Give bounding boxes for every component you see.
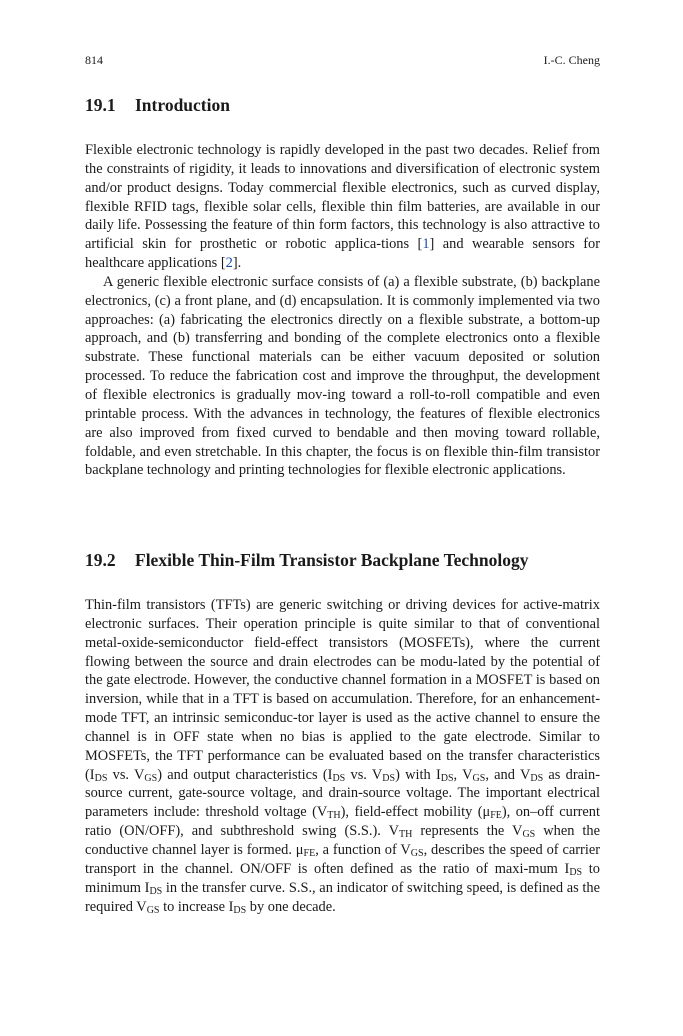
running-author: I.-C. Cheng bbox=[543, 53, 600, 67]
citation-link-1[interactable]: 1 bbox=[422, 236, 430, 253]
section-heading-introduction bbox=[85, 94, 600, 116]
section-title: Introduction bbox=[135, 95, 230, 115]
section-title: Flexible Thin-Film Transistor Backplane Technology bbox=[135, 550, 529, 570]
running-head bbox=[85, 52, 600, 68]
section-number: 19.1 bbox=[85, 95, 116, 115]
section-heading-tft-backplane bbox=[85, 549, 600, 571]
paragraph: A generic flexible electronic surface consists of (a) a flexible substrate, (b) backplane electronics, (c) a front plane, and (d) encapsulation. It is commonly implemented via two approaches: (a) fabricating the electronics directly on a flexible substrate, a bottom-up approach, and (b) transferring and bonding of the complete electronics onto a flexible substrate. These functional materials can be either vacuum deposited or solution processed. To reduce the fabrication cost and improve the throughput, the development of flexible electronics is gradually mov-ing toward a roll-to-roll compatible and even printable process. With the advances in technology, the features of flexible electronics are also improved from fixed curved to bendable and then moving toward rollable, foldable, and even stretchable. In this chapter, the focus is on flexible thin-film transistor backplane technology and printing technologies for flexible electronic applications. bbox=[85, 273, 600, 479]
section-body-tft-backplane bbox=[85, 596, 600, 916]
citation-link-2[interactable]: 2 bbox=[225, 255, 233, 272]
page bbox=[85, 52, 601, 916]
paragraph: Thin-film transistors (TFTs) are generic switching or driving devices for active-matrix electronic surfaces. Their operation principle is quite similar to that of conventional metal-oxide-semiconductor field-effect transistors (MOSFETs), where the current flowing between the source and drain electrodes can be modu-lated by the potential of the gate electrode. However, the conductive channel formation in a MOSFET is based on inversion, while that in a TFT is based on accumulation. Therefore, for an enhancement-mode TFT, an intrinsic semiconduc-tor layer is used as the active channel to ensure the channel is in OFF state when no bias is applied to the gate electrode. Similar to MOSFETs, the TFT performance can be evaluated based on the transfer characteristics ($I_{DS}$ vs. $V_{GS}$) and output characteristics ($I_{DS}$ vs. $V_{DS}$) with $I_{DS}$, $V_{GS}$, and $V_{DS}$ as drain-source current, gate-source voltage, and drain-source voltage. The important electrical parameters include: threshold voltage $(V_{TH})$, field-effect mobility $(\mu_{FE})$, on–off current ratio (ON/OFF), and subthreshold swing (S.S.). $V_{TH}$ represents the $V_{GS}$ when the conductive channel layer is formed. $\mu_{FE}$, a function of $V_{GS}$, describes the speed of carrier transport in the channel. ON/OFF is often defined as the ratio of maxi-mum $I_{DS}$ to minimum $I_{DS}$ in the transfer curve. S.S., an indicator of switching speed, is defined as the required $V_{GS}$ to increase $I_{DS}$ by one decade. bbox=[85, 597, 601, 916]
page-number: 814 bbox=[85, 53, 103, 67]
section-number: 19.2 bbox=[85, 550, 116, 570]
section-body-introduction bbox=[85, 141, 600, 480]
paragraph: Flexible electronic technology is rapidly developed in the past two decades. Relief from the constraints of rigidity, it leads to innovations and diversification of electronic system and/or product designs. Today commercial flexible electronics, such as curved display, flexible RFID tags, flexible solar cells, flexible thin film batteries, are available in our daily life. Possessing the feature of thin form factors, this technology is also attractive to artificial skin for prosthetic or robotic applica-tions [1] and wearable sensors for healthcare applications [2]. bbox=[85, 142, 600, 272]
